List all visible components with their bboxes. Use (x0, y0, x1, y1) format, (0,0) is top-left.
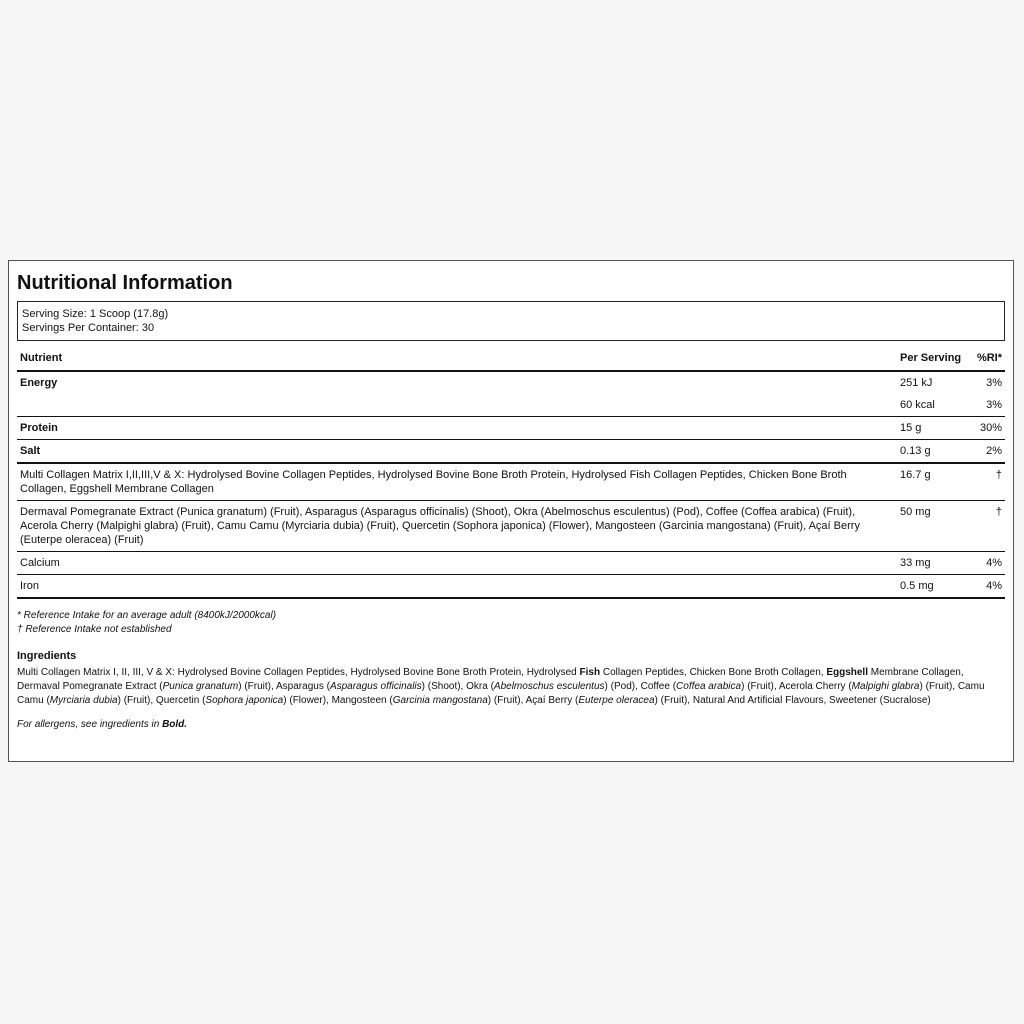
allergen-note-text: For allergens, see ingredients in (17, 719, 163, 730)
header-nutrient: Nutrient (17, 349, 897, 371)
per-serving-value: 60 kcal (897, 394, 971, 417)
per-serving-value: 33 mg (897, 552, 971, 575)
table-row (17, 463, 1005, 501)
header-ri: %RI* (971, 349, 1005, 371)
ri-value: 30% (971, 417, 1005, 440)
per-serving-value: 0.5 mg (897, 575, 971, 599)
nutrient-name: Dermaval Pomegranate Extract (Punica granatum) (Fruit), Asparagus (Asparagus officinalis) (Shoot), Okra (Abelmoschus esculentus) (Pod), Coffee (Coffea arabica) (Fruit), Acerola Cherry (Malpighi glabra) (Fruit), Camu Camu (Myrciaria dubia) (Fruit), Quercetin (Sophora japonica) (Flower), Mangosteen (Garcinia mangostana) (Fruit), Açaí Berry (Euterpe oleracea) (Fruit) (17, 501, 897, 552)
ingredient-segment: ) (Fruit), Acerola Cherry ( (741, 681, 852, 692)
ri-value: † (971, 501, 1005, 552)
ingredient-segment: ) (Pod), Coffee ( (604, 681, 677, 692)
nutrition-table (17, 349, 1005, 599)
ingredient-segment: Sophora japonica (205, 695, 284, 706)
ri-value: † (971, 463, 1005, 501)
serving-info-box (17, 301, 1005, 341)
ingredient-segment: ) (Fruit), Camu Camu ( (17, 681, 985, 706)
per-serving-value: 16.7 g (897, 463, 971, 501)
serving-size: Serving Size: 1 Scoop (17.8g) (22, 308, 169, 320)
header-per-serving: Per Serving (897, 349, 971, 371)
ingredient-segment: Abelmoschus esculentus (493, 681, 605, 692)
page-title: Nutritional Information (17, 272, 233, 294)
table-header-row (17, 349, 1005, 371)
dagger-footnote: † Reference Intake not established (17, 624, 172, 635)
table-row (17, 575, 1005, 599)
ri-value: 4% (971, 575, 1005, 599)
ingredient-segment: ) (Shoot), Okra ( (421, 681, 494, 692)
ingredient-segment: Malpighi glabra (851, 681, 920, 692)
ingredient-segment: Euterpe oleracea (578, 695, 655, 706)
nutrient-name: Energy (20, 377, 58, 389)
allergen-note-bold: Bold. (162, 719, 188, 730)
nutrient-name: Calcium (17, 552, 897, 575)
table-row (17, 394, 1005, 417)
allergen-ingredient: Eggshell (826, 667, 868, 678)
nutrient-name: Multi Collagen Matrix I,II,III,V & X: Hydrolysed Bovine Collagen Peptides, Hydrolysed Bovine Bone Broth Protein, Hydrolysed Fish Collagen Peptides, Chicken Bone Broth Collagen, Eggshell Membrane Collagen (17, 463, 897, 501)
ingredient-segment: Garcinia mangostana (392, 695, 488, 706)
per-serving-value: 251 kJ (900, 377, 933, 389)
ingredient-segment: Collagen Peptides, Chicken Bone Broth Collagen, (600, 667, 827, 678)
ingredient-segment: Membrane Collagen, Dermaval Pomegranate Extract ( (17, 667, 964, 692)
per-serving-value: 15 g (897, 417, 971, 440)
ri-value: 2% (971, 440, 1005, 464)
ri-value: 3% (971, 394, 1005, 417)
ingredient-segment: Coffea arabica (676, 681, 742, 692)
nutrient-name: Protein (17, 417, 897, 440)
allergen-note (17, 718, 1005, 732)
table-row (17, 552, 1005, 575)
ri-value: 4% (971, 552, 1005, 575)
nutrition-panel (8, 260, 1014, 762)
ingredient-segment: Asparagus officinalis (329, 681, 422, 692)
ingredient-segment: Myrciaria dubia (49, 695, 118, 706)
nutrient-name: Iron (17, 575, 897, 599)
footnotes (17, 609, 1005, 637)
ingredient-segment: ) (Fruit), Quercetin ( (117, 695, 206, 706)
per-serving-value: 50 mg (897, 501, 971, 552)
nutrient-name (17, 394, 897, 417)
table-row (17, 501, 1005, 552)
ri-footnote: * Reference Intake for an average adult (8400kJ/2000kcal) (17, 610, 277, 621)
nutrient-name: Salt (17, 440, 897, 464)
ingredient-segment: Punica granatum (162, 681, 239, 692)
per-serving-value: 0.13 g (897, 440, 971, 464)
ingredient-segment: ) (Flower), Mangosteen ( (283, 695, 393, 706)
table-row (17, 440, 1005, 464)
allergen-ingredient: Fish (579, 667, 601, 678)
ingredient-segment: ) (Fruit), Asparagus ( (238, 681, 330, 692)
ingredient-segment: Multi Collagen Matrix I, II, III, V & X: Hydrolysed Bovine Collagen Peptides, Hydrolysed Bovine Bone Broth Protein, Hydrolysed (17, 667, 580, 678)
ri-value: 3% (986, 377, 1002, 389)
ingredients-text (17, 666, 1005, 708)
servings-per-container: Servings Per Container: 30 (22, 322, 155, 334)
ingredient-segment: ) (Fruit), Açaí Berry ( (487, 695, 579, 706)
table-row (17, 371, 1005, 394)
ingredients-title: Ingredients (17, 650, 77, 662)
table-row (17, 417, 1005, 440)
ingredient-segment: ) (Fruit), Natural And Artificial Flavours, Sweetener (Sucralose) (654, 695, 931, 706)
